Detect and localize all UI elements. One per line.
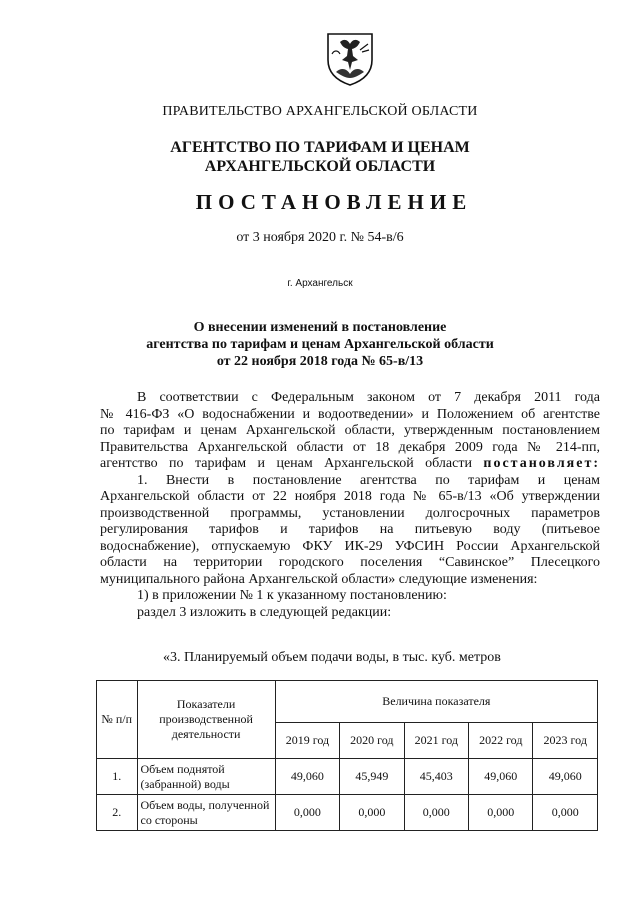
row-number: 1. (97, 759, 138, 795)
table-header-row (97, 681, 598, 723)
agency-name-line: АГЕНТСТВО ПО ТАРИФАМ И ЦЕНАМ (170, 139, 470, 156)
year-header: 2021 год (404, 723, 468, 759)
document-city: г. Архангельск (287, 278, 353, 289)
row-value: 49,060 (275, 759, 339, 795)
body-line: производственной программы, установлении долгосрочных параметров (100, 505, 600, 521)
year-header: 2019 год (275, 723, 339, 759)
coat-of-arms-icon (322, 30, 378, 86)
table-row (97, 759, 598, 795)
subject-line: агентства по тарифам и ценам Архангельской области (146, 337, 494, 352)
row-value: 0,000 (469, 795, 533, 831)
row-value: 0,000 (533, 795, 598, 831)
row-value: 0,000 (404, 795, 468, 831)
document-date-number: от 3 ноября 2020 г. № 54-в/6 (236, 230, 404, 245)
row-value: 45,949 (340, 759, 404, 795)
body-line: области на территории городского поселения “Савинское” Плесецкого (100, 555, 600, 570)
row-value: 0,000 (275, 795, 339, 831)
row-value: 45,403 (404, 759, 468, 795)
body-line: 1. Внести в постановление агентства по тарифам и ценам (137, 472, 600, 488)
water-volume-table (96, 680, 598, 831)
body-line: по тарифам и ценам Архангельской области, утвержденным постановлением (100, 423, 600, 438)
body-line: Правительства Архангельской области от 18 декабря 2009 года № 214-пп, (100, 439, 600, 455)
resolution-keyword: постановляет: (483, 456, 600, 471)
body-line: муниципального района Архангельской области» следующие изменения: (100, 571, 538, 587)
document-body (100, 390, 600, 621)
year-header: 2023 год (533, 723, 598, 759)
table-row (97, 795, 598, 831)
column-header-number: № п/п (97, 681, 138, 759)
body-line: В соответствии с Федеральным законом от 7 декабря 2011 года (137, 390, 600, 405)
row-value: 49,060 (469, 759, 533, 795)
body-line: Архангельской области от 22 ноября 2018 года № 65-в/13 «Об утверждении (100, 489, 600, 504)
body-line (100, 456, 600, 473)
row-indicator: Объем поднятой (забранной) воды (137, 759, 275, 795)
body-line: регулирования тарифов и тарифов на питьевую воду (питьевое (100, 522, 600, 537)
row-indicator: Объем воды, полученной со стороны (137, 795, 275, 831)
agency-name-line: АРХАНГЕЛЬСКОЙ ОБЛАСТИ (204, 158, 436, 175)
government-name: ПРАВИТЕЛЬСТВО АРХАНГЕЛЬСКОЙ ОБЛАСТИ (162, 104, 478, 119)
table-caption: «3. Планируемый объем подачи воды, в тыс. куб. метров (163, 650, 501, 665)
body-text: агентство по тарифам и ценам Архангельской области (100, 456, 472, 471)
body-line: 1) в приложении № 1 к указанному постановлению: (137, 588, 447, 603)
document-subject (0, 319, 640, 370)
year-header: 2020 год (340, 723, 404, 759)
body-line: № 416-ФЗ «О водоснабжении и водоотведении» и Положением об агентстве (100, 406, 600, 422)
column-header-indicator: Показатели производственной деятельности (137, 681, 275, 759)
subject-line: от 22 ноября 2018 года № 65-в/13 (216, 354, 424, 369)
year-header: 2022 год (469, 723, 533, 759)
row-number: 2. (97, 795, 138, 831)
body-line: раздел 3 изложить в следующей редакции: (137, 604, 392, 620)
row-value: 49,060 (533, 759, 598, 795)
document-type: ПОСТАНОВЛЕНИЕ (195, 190, 473, 214)
subject-line: О внесении изменений в постановление (193, 320, 447, 335)
agency-name (0, 138, 640, 176)
column-header-value: Величина показателя (275, 681, 597, 723)
body-line: водоснабжение), отпускаемую ФКУ ИК-29 УФСИН России Архангельской (100, 538, 600, 554)
row-value: 0,000 (340, 795, 404, 831)
